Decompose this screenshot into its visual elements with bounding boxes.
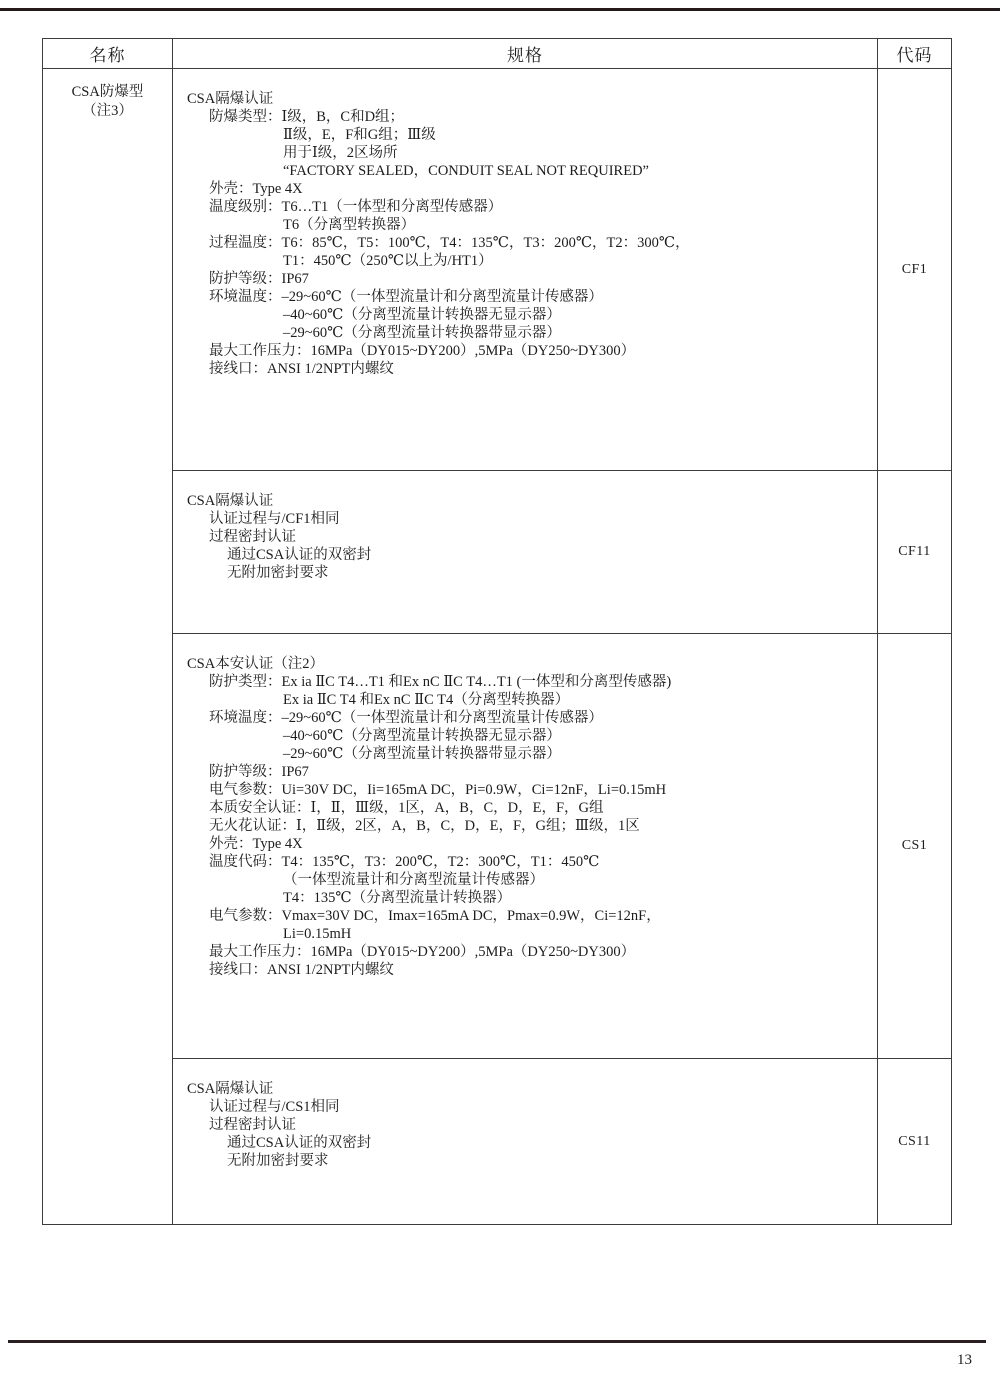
spec-line: 防爆类型：Ⅰ级，B，C和D组； (209, 109, 405, 125)
spec-line: T1：450℃（250℃以上为/HT1） (283, 253, 493, 269)
table-body (43, 69, 951, 1224)
spec-line: CSA本安认证（注2） (187, 656, 324, 672)
spec-line: 环境温度：–29~60℃（一体型流量计和分离型流量计传感器） (209, 289, 603, 305)
spec-row-CF11 (173, 471, 951, 634)
spec-line: 外壳：Type 4X (209, 836, 303, 852)
spec-line: 电气参数：Ui=30V DC，Ii=165mA DC，Pi=0.9W，Ci=12nF，Li=0.15mH (209, 782, 667, 798)
footer-rule (8, 1340, 986, 1343)
spec-cell-CF11 (173, 471, 878, 633)
spec-line: 过程密封认证 (209, 1117, 296, 1133)
top-rule (0, 8, 1000, 11)
spec-row-CS11 (173, 1059, 951, 1224)
spec-line: –29~60℃（分离型流量计转换器带显示器） (283, 746, 561, 762)
spec-line: Ⅱ级，E，F和G组；Ⅲ级 (283, 127, 436, 143)
spec-line: “FACTORY SEALED，CONDUIT SEAL NOT REQUIRED” (283, 163, 649, 179)
spec-cell-CS1 (173, 634, 878, 1058)
spec-line: Ex ia ⅡC T4 和Ex nC ⅡC T4（分离型转换器） (283, 692, 570, 708)
spec-line: 环境温度：–29~60℃（一体型流量计和分离型流量计传感器） (209, 710, 603, 726)
spec-line: –40~60℃（分离型流量计转换器无显示器） (283, 728, 561, 744)
spec-line: 无附加密封要求 (227, 565, 329, 581)
spec-line: 最大工作压力：16MPa（DY015~DY200）,5MPa（DY250~DY300） (209, 343, 636, 359)
spec-rows (173, 69, 951, 1224)
spec-line: 认证过程与/CF1相同 (209, 511, 340, 527)
code-cell-CF1: CF1 (901, 261, 928, 277)
spec-line: 本质安全认证：Ⅰ，Ⅱ，Ⅲ级，1区，A，B，C，D，E，F，G组 (209, 800, 604, 816)
spec-row-CS1 (173, 634, 951, 1059)
spec-line: CSA隔爆认证 (187, 493, 274, 509)
code-cell-CS1: CS1 (901, 838, 928, 853)
code-cell-CF11: CF11 (898, 544, 931, 559)
spec-line: 通过CSA认证的双密封 (227, 1135, 372, 1151)
spec-row-CF1 (173, 69, 951, 471)
spec-line: 防护等级：IP67 (209, 271, 309, 287)
page-number: 13 (957, 1352, 972, 1368)
spec-line: 过程温度：T6：85℃，T5：100℃，T4：135℃，T3：200℃，T2：300℃， (209, 235, 690, 251)
name-cell-line1: CSA防爆型 (71, 84, 144, 100)
header-name: 名称 (43, 39, 173, 68)
spec-line: 外壳：Type 4X (209, 181, 303, 197)
spec-line: –40~60℃（分离型流量计转换器无显示器） (283, 307, 561, 323)
spec-line: 认证过程与/CS1相同 (209, 1099, 340, 1115)
spec-line: 电气参数：Vmax=30V DC，Imax=165mA DC，Pmax=0.9W，Ci=12nF， (209, 908, 661, 924)
spec-line: 温度级别：T6…T1（一体型和分离型传感器） (209, 199, 503, 215)
spec-line: 用于Ⅰ级，2区场所 (283, 145, 398, 161)
spec-cell-CF1 (173, 69, 878, 470)
spec-line: 最大工作压力：16MPa（DY015~DY200）,5MPa（DY250~DY300） (209, 944, 636, 960)
spec-line: T4：135℃（分离型流量计转换器） (283, 890, 512, 906)
spec-table (42, 38, 952, 1225)
spec-line: 接线口：ANSI 1/2NPT内螺纹 (209, 962, 394, 978)
spec-cell-CS11 (173, 1059, 878, 1224)
spec-line: –29~60℃（分离型流量计转换器带显示器） (283, 325, 561, 341)
spec-line: 防护等级：IP67 (209, 764, 309, 780)
spec-line: CSA隔爆认证 (187, 1081, 274, 1097)
name-cell (43, 69, 173, 1224)
spec-line: 通过CSA认证的双密封 (227, 547, 372, 563)
spec-line: 无火花认证：Ⅰ，Ⅱ级，2区，A，B，C，D，E，F，G组；Ⅲ级，1区 (209, 818, 640, 834)
header-spec: 规格 (173, 39, 878, 68)
spec-line: 接线口：ANSI 1/2NPT内螺纹 (209, 361, 394, 377)
spec-line: （一体型流量计和分离型流量计传感器） (283, 872, 544, 888)
spec-line: 防护类型：Ex ia ⅡC T4…T1 和Ex nC ⅡC T4…T1 (一体型和分离型传感器) (209, 674, 672, 690)
spec-line: Li=0.15mH (283, 926, 352, 942)
code-cell-CS11: CS11 (898, 1133, 931, 1149)
name-cell-line2: （注3） (82, 103, 133, 119)
spec-line: 无附加密封要求 (227, 1153, 329, 1169)
spec-line: 过程密封认证 (209, 529, 296, 545)
table-header-row (43, 39, 951, 69)
spec-line: T6（分离型转换器） (283, 217, 416, 233)
spec-line: CSA隔爆认证 (187, 91, 274, 107)
spec-line: 温度代码：T4：135℃，T3：200℃，T2：300℃，T1：450℃ (209, 854, 600, 870)
header-code: 代码 (896, 46, 933, 65)
